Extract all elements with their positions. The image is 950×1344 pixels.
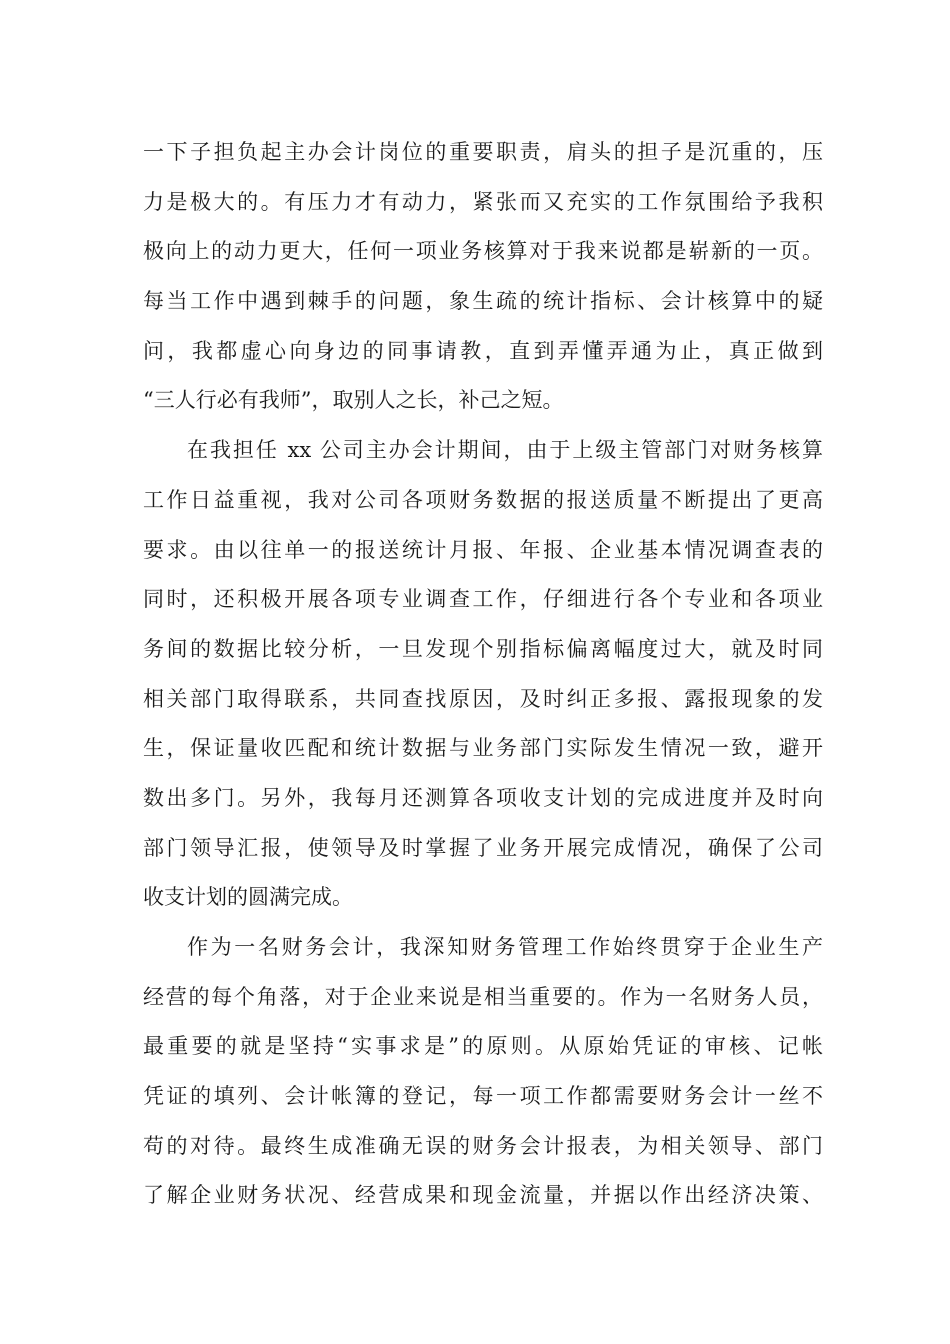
text-line: 作为一名财务会计，我深知财务管理工作始终贯穿于企业生产	[187, 935, 823, 959]
text-line: 凭证的填列、会计帐簿的登记，每一项工作都需要财务会计一丝不	[143, 1084, 823, 1109]
text-line: 相关部门取得联系，共同查找原因，及时纠正多报、露报现象的发	[143, 686, 823, 711]
document-body	[143, 128, 823, 1221]
text-line: 每当工作中遇到棘手的问题，象生疏的统计指标、会计核算中的疑	[143, 289, 823, 314]
paragraph-1	[143, 128, 823, 426]
paragraph-2	[143, 426, 823, 923]
text-line: 务间的数据比较分析，一旦发现个别指标偏离幅度过大，就及时同	[143, 636, 823, 661]
text-line: 了解企业财务状况、经营成果和现金流量，并据以作出经济决策、	[143, 1183, 823, 1208]
text-line: 数出多门。另外，我每月还测算各项收支计划的完成进度并及时向	[143, 785, 823, 810]
text-line: 极向上的动力更大，任何一项业务核算对于我来说都是崭新的一页。	[143, 239, 823, 264]
text-line: 生，保证量收匹配和统计数据与业务部门实际发生情况一致，避开	[143, 736, 823, 761]
text-line: 部门领导汇报，使领导及时掌握了业务开展完成情况，确保了公司	[143, 835, 823, 860]
text-line: 要求。由以往单一的报送统计月报、年报、企业基本情况调查表的	[143, 537, 823, 562]
text-line: “三人行必有我师”，取别人之长，补己之短。	[143, 388, 564, 413]
text-line: 收支计划的圆满完成。	[143, 885, 353, 910]
paragraph-3	[143, 923, 823, 1221]
text-line: 苟的对待。最终生成准确无误的财务会计报表，为相关领导、部门	[143, 1133, 823, 1158]
text-line: 工作日益重视，我对公司各项财务数据的报送质量不断提出了更高	[143, 487, 823, 512]
text-line: 同时，还积极开展各项专业调查工作，仔细进行各个专业和各项业	[143, 587, 823, 612]
text-line: 经营的每个角落，对于企业来说是相当重要的。作为一名财务人员，	[143, 984, 823, 1009]
text-line: 最重要的就是坚持“实事求是”的原则。从原始凭证的审核、记帐	[143, 1034, 823, 1059]
text-line: 在我担任 xx 公司主办会计期间，由于上级主管部门对财务核算	[187, 438, 823, 463]
text-line: 一下子担负起主办会计岗位的重要职责，肩头的担子是沉重的，压	[143, 140, 823, 164]
text-line: 力是极大的。有压力才有动力，紧张而又充实的工作氛围给予我积	[143, 189, 823, 214]
text-line: 问，我都虚心向身边的同事请教，直到弄懂弄通为止，真正做到	[143, 338, 823, 363]
